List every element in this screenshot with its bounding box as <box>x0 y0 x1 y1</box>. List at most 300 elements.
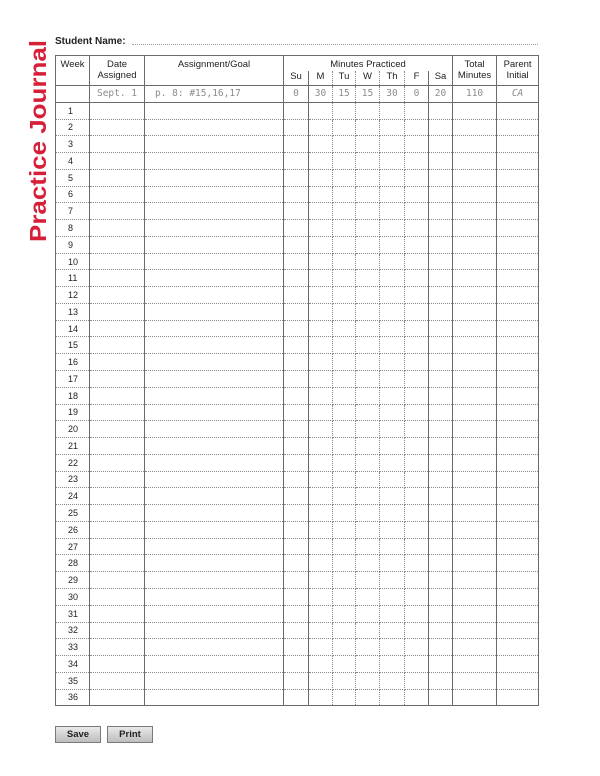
assignment-cell[interactable] <box>145 588 284 605</box>
minutes-monday-cell[interactable] <box>309 505 333 522</box>
parent-initial-cell[interactable] <box>497 438 539 455</box>
minutes-monday-cell[interactable] <box>309 588 333 605</box>
parent-initial-cell[interactable] <box>497 639 539 656</box>
minutes-friday-cell[interactable] <box>405 622 429 639</box>
minutes-tuesday-cell[interactable] <box>333 236 356 253</box>
date-cell[interactable] <box>90 186 145 203</box>
minutes-thursday-cell[interactable] <box>380 404 405 421</box>
assignment-cell[interactable] <box>145 337 284 354</box>
assignment-cell[interactable] <box>145 471 284 488</box>
date-cell[interactable] <box>90 572 145 589</box>
assignment-cell[interactable] <box>145 404 284 421</box>
minutes-friday-cell[interactable] <box>405 169 429 186</box>
minutes-monday-cell[interactable] <box>309 287 333 304</box>
date-cell[interactable] <box>90 588 145 605</box>
parent-initial-cell[interactable] <box>497 572 539 589</box>
minutes-friday-cell[interactable] <box>405 337 429 354</box>
parent-initial-cell[interactable] <box>497 521 539 538</box>
parent-initial-cell[interactable] <box>497 303 539 320</box>
minutes-friday-cell[interactable] <box>405 354 429 371</box>
minutes-tuesday-cell[interactable] <box>333 521 356 538</box>
minutes-thursday-cell[interactable] <box>380 471 405 488</box>
minutes-thursday-cell[interactable] <box>380 656 405 673</box>
minutes-sunday-cell[interactable] <box>284 438 309 455</box>
date-cell[interactable] <box>90 689 145 706</box>
minutes-monday-cell[interactable] <box>309 471 333 488</box>
minutes-friday-cell[interactable] <box>405 605 429 622</box>
minutes-friday-cell[interactable] <box>405 689 429 706</box>
minutes-monday-cell[interactable] <box>309 572 333 589</box>
total-minutes-cell[interactable] <box>453 303 497 320</box>
minutes-friday-cell[interactable] <box>405 588 429 605</box>
parent-initial-cell[interactable] <box>497 689 539 706</box>
minutes-friday-cell[interactable] <box>405 488 429 505</box>
parent-initial-cell[interactable] <box>497 505 539 522</box>
date-cell[interactable] <box>90 471 145 488</box>
total-minutes-cell[interactable] <box>453 270 497 287</box>
parent-initial-cell[interactable] <box>497 454 539 471</box>
date-cell[interactable] <box>90 555 145 572</box>
assignment-cell[interactable] <box>145 354 284 371</box>
minutes-tuesday-cell[interactable] <box>333 102 356 119</box>
minutes-thursday-cell[interactable] <box>380 387 405 404</box>
date-cell[interactable] <box>90 220 145 237</box>
minutes-friday-cell[interactable] <box>405 186 429 203</box>
assignment-cell[interactable] <box>145 287 284 304</box>
minutes-sunday-cell[interactable] <box>284 538 309 555</box>
minutes-wednesday-cell[interactable] <box>356 404 380 421</box>
minutes-monday-cell[interactable] <box>309 521 333 538</box>
total-minutes-cell[interactable] <box>453 438 497 455</box>
minutes-tuesday-cell[interactable] <box>333 505 356 522</box>
assignment-cell[interactable] <box>145 387 284 404</box>
minutes-saturday-cell[interactable] <box>429 186 453 203</box>
minutes-saturday-cell[interactable] <box>429 102 453 119</box>
minutes-wednesday-cell[interactable] <box>356 521 380 538</box>
minutes-saturday-cell[interactable] <box>429 538 453 555</box>
parent-initial-cell[interactable] <box>497 236 539 253</box>
minutes-sunday-cell[interactable] <box>284 672 309 689</box>
minutes-thursday-cell[interactable] <box>380 287 405 304</box>
assignment-cell[interactable] <box>145 102 284 119</box>
minutes-saturday-cell[interactable] <box>429 220 453 237</box>
minutes-tuesday-cell[interactable] <box>333 438 356 455</box>
parent-initial-cell[interactable] <box>497 186 539 203</box>
minutes-saturday-cell[interactable] <box>429 438 453 455</box>
minutes-wednesday-cell[interactable] <box>356 102 380 119</box>
assignment-cell[interactable] <box>145 572 284 589</box>
date-cell[interactable] <box>90 119 145 136</box>
date-cell[interactable] <box>90 337 145 354</box>
minutes-tuesday-cell[interactable] <box>333 471 356 488</box>
date-cell[interactable] <box>90 404 145 421</box>
assignment-cell[interactable] <box>145 622 284 639</box>
minutes-monday-cell[interactable] <box>309 186 333 203</box>
total-minutes-cell[interactable] <box>453 656 497 673</box>
minutes-saturday-cell[interactable] <box>429 153 453 170</box>
date-cell[interactable] <box>90 521 145 538</box>
minutes-monday-cell[interactable] <box>309 672 333 689</box>
minutes-tuesday-cell[interactable] <box>333 639 356 656</box>
total-minutes-cell[interactable] <box>453 220 497 237</box>
minutes-thursday-cell[interactable] <box>380 236 405 253</box>
total-minutes-cell[interactable] <box>453 588 497 605</box>
minutes-saturday-cell[interactable] <box>429 203 453 220</box>
minutes-wednesday-cell[interactable] <box>356 555 380 572</box>
minutes-saturday-cell[interactable] <box>429 421 453 438</box>
minutes-monday-cell[interactable] <box>309 253 333 270</box>
minutes-friday-cell[interactable] <box>405 102 429 119</box>
minutes-saturday-cell[interactable] <box>429 287 453 304</box>
minutes-friday-cell[interactable] <box>405 521 429 538</box>
minutes-monday-cell[interactable] <box>309 488 333 505</box>
minutes-monday-cell[interactable] <box>309 153 333 170</box>
minutes-tuesday-cell[interactable] <box>333 153 356 170</box>
minutes-saturday-cell[interactable] <box>429 136 453 153</box>
assignment-cell[interactable] <box>145 521 284 538</box>
minutes-wednesday-cell[interactable] <box>356 639 380 656</box>
minutes-thursday-cell[interactable] <box>380 270 405 287</box>
minutes-sunday-cell[interactable] <box>284 421 309 438</box>
minutes-thursday-cell[interactable] <box>380 639 405 656</box>
minutes-saturday-cell[interactable] <box>429 639 453 656</box>
parent-initial-cell[interactable] <box>497 538 539 555</box>
total-minutes-cell[interactable] <box>453 454 497 471</box>
minutes-friday-cell[interactable] <box>405 387 429 404</box>
minutes-monday-cell[interactable] <box>309 555 333 572</box>
assignment-cell[interactable] <box>145 672 284 689</box>
minutes-friday-cell[interactable] <box>405 236 429 253</box>
date-cell[interactable] <box>90 136 145 153</box>
parent-initial-cell[interactable] <box>497 119 539 136</box>
total-minutes-cell[interactable] <box>453 337 497 354</box>
date-cell[interactable] <box>90 622 145 639</box>
minutes-wednesday-cell[interactable] <box>356 119 380 136</box>
assignment-cell[interactable] <box>145 153 284 170</box>
minutes-tuesday-cell[interactable] <box>333 270 356 287</box>
minutes-thursday-cell[interactable] <box>380 102 405 119</box>
date-cell[interactable] <box>90 605 145 622</box>
minutes-friday-cell[interactable] <box>405 270 429 287</box>
minutes-monday-cell[interactable] <box>309 371 333 388</box>
minutes-sunday-cell[interactable] <box>284 320 309 337</box>
parent-initial-cell[interactable] <box>497 656 539 673</box>
date-cell[interactable] <box>90 387 145 404</box>
minutes-friday-cell[interactable] <box>405 421 429 438</box>
minutes-saturday-cell[interactable] <box>429 622 453 639</box>
minutes-thursday-cell[interactable] <box>380 438 405 455</box>
minutes-thursday-cell[interactable] <box>380 119 405 136</box>
date-cell[interactable] <box>90 153 145 170</box>
date-cell[interactable] <box>90 303 145 320</box>
assignment-cell[interactable] <box>145 454 284 471</box>
minutes-friday-cell[interactable] <box>405 253 429 270</box>
minutes-sunday-cell[interactable] <box>284 186 309 203</box>
minutes-saturday-cell[interactable] <box>429 521 453 538</box>
minutes-wednesday-cell[interactable] <box>356 538 380 555</box>
assignment-cell[interactable] <box>145 303 284 320</box>
minutes-sunday-cell[interactable] <box>284 169 309 186</box>
total-minutes-cell[interactable] <box>453 371 497 388</box>
total-minutes-cell[interactable] <box>453 203 497 220</box>
parent-initial-cell[interactable] <box>497 421 539 438</box>
date-cell[interactable] <box>90 454 145 471</box>
minutes-sunday-cell[interactable] <box>284 454 309 471</box>
minutes-saturday-cell[interactable] <box>429 404 453 421</box>
minutes-sunday-cell[interactable] <box>284 220 309 237</box>
minutes-wednesday-cell[interactable] <box>356 572 380 589</box>
minutes-friday-cell[interactable] <box>405 505 429 522</box>
date-cell[interactable] <box>90 505 145 522</box>
minutes-wednesday-cell[interactable] <box>356 488 380 505</box>
minutes-wednesday-cell[interactable] <box>356 303 380 320</box>
assignment-cell[interactable] <box>145 488 284 505</box>
total-minutes-cell[interactable] <box>453 153 497 170</box>
total-minutes-cell[interactable] <box>453 622 497 639</box>
assignment-cell[interactable] <box>145 136 284 153</box>
assignment-cell[interactable] <box>145 639 284 656</box>
minutes-tuesday-cell[interactable] <box>333 220 356 237</box>
minutes-wednesday-cell[interactable] <box>356 454 380 471</box>
assignment-cell[interactable] <box>145 186 284 203</box>
minutes-tuesday-cell[interactable] <box>333 287 356 304</box>
minutes-friday-cell[interactable] <box>405 471 429 488</box>
minutes-tuesday-cell[interactable] <box>333 672 356 689</box>
parent-initial-cell[interactable] <box>497 555 539 572</box>
date-cell[interactable] <box>90 488 145 505</box>
minutes-sunday-cell[interactable] <box>284 337 309 354</box>
minutes-saturday-cell[interactable] <box>429 454 453 471</box>
parent-initial-cell[interactable] <box>497 102 539 119</box>
minutes-monday-cell[interactable] <box>309 303 333 320</box>
date-cell[interactable] <box>90 371 145 388</box>
minutes-thursday-cell[interactable] <box>380 303 405 320</box>
minutes-monday-cell[interactable] <box>309 270 333 287</box>
total-minutes-cell[interactable] <box>453 253 497 270</box>
minutes-thursday-cell[interactable] <box>380 169 405 186</box>
parent-initial-cell[interactable] <box>497 203 539 220</box>
minutes-monday-cell[interactable] <box>309 622 333 639</box>
total-minutes-cell[interactable] <box>453 236 497 253</box>
minutes-sunday-cell[interactable] <box>284 253 309 270</box>
minutes-wednesday-cell[interactable] <box>356 438 380 455</box>
total-minutes-cell[interactable] <box>453 689 497 706</box>
minutes-tuesday-cell[interactable] <box>333 572 356 589</box>
minutes-tuesday-cell[interactable] <box>333 320 356 337</box>
minutes-friday-cell[interactable] <box>405 320 429 337</box>
date-cell[interactable] <box>90 538 145 555</box>
minutes-sunday-cell[interactable] <box>284 656 309 673</box>
date-cell[interactable] <box>90 203 145 220</box>
assignment-cell[interactable] <box>145 438 284 455</box>
total-minutes-cell[interactable] <box>453 672 497 689</box>
parent-initial-cell[interactable] <box>497 253 539 270</box>
minutes-wednesday-cell[interactable] <box>356 672 380 689</box>
date-cell[interactable] <box>90 672 145 689</box>
minutes-monday-cell[interactable] <box>309 220 333 237</box>
assignment-cell[interactable] <box>145 605 284 622</box>
minutes-wednesday-cell[interactable] <box>356 337 380 354</box>
minutes-saturday-cell[interactable] <box>429 337 453 354</box>
parent-initial-cell[interactable] <box>497 471 539 488</box>
parent-initial-cell[interactable] <box>497 588 539 605</box>
minutes-sunday-cell[interactable] <box>284 287 309 304</box>
total-minutes-cell[interactable] <box>453 639 497 656</box>
parent-initial-cell[interactable] <box>497 404 539 421</box>
minutes-wednesday-cell[interactable] <box>356 253 380 270</box>
minutes-friday-cell[interactable] <box>405 538 429 555</box>
minutes-friday-cell[interactable] <box>405 572 429 589</box>
minutes-sunday-cell[interactable] <box>284 639 309 656</box>
minutes-sunday-cell[interactable] <box>284 488 309 505</box>
minutes-tuesday-cell[interactable] <box>333 203 356 220</box>
parent-initial-cell[interactable] <box>497 622 539 639</box>
minutes-saturday-cell[interactable] <box>429 656 453 673</box>
minutes-tuesday-cell[interactable] <box>333 689 356 706</box>
date-cell[interactable] <box>90 320 145 337</box>
parent-initial-cell[interactable] <box>497 153 539 170</box>
minutes-thursday-cell[interactable] <box>380 622 405 639</box>
assignment-cell[interactable] <box>145 203 284 220</box>
minutes-thursday-cell[interactable] <box>380 454 405 471</box>
minutes-wednesday-cell[interactable] <box>356 220 380 237</box>
date-cell[interactable] <box>90 253 145 270</box>
minutes-wednesday-cell[interactable] <box>356 203 380 220</box>
minutes-saturday-cell[interactable] <box>429 488 453 505</box>
minutes-friday-cell[interactable] <box>405 454 429 471</box>
minutes-thursday-cell[interactable] <box>380 538 405 555</box>
minutes-sunday-cell[interactable] <box>284 102 309 119</box>
minutes-saturday-cell[interactable] <box>429 588 453 605</box>
assignment-cell[interactable] <box>145 320 284 337</box>
minutes-tuesday-cell[interactable] <box>333 169 356 186</box>
minutes-sunday-cell[interactable] <box>284 521 309 538</box>
minutes-sunday-cell[interactable] <box>284 572 309 589</box>
assignment-cell[interactable] <box>145 119 284 136</box>
minutes-thursday-cell[interactable] <box>380 136 405 153</box>
minutes-thursday-cell[interactable] <box>380 337 405 354</box>
minutes-thursday-cell[interactable] <box>380 605 405 622</box>
date-cell[interactable] <box>90 270 145 287</box>
minutes-friday-cell[interactable] <box>405 438 429 455</box>
minutes-friday-cell[interactable] <box>405 303 429 320</box>
minutes-sunday-cell[interactable] <box>284 270 309 287</box>
assignment-cell[interactable] <box>145 253 284 270</box>
assignment-cell[interactable] <box>145 236 284 253</box>
minutes-wednesday-cell[interactable] <box>356 605 380 622</box>
parent-initial-cell[interactable] <box>497 605 539 622</box>
assignment-cell[interactable] <box>145 270 284 287</box>
total-minutes-cell[interactable] <box>453 102 497 119</box>
minutes-sunday-cell[interactable] <box>284 119 309 136</box>
minutes-friday-cell[interactable] <box>405 639 429 656</box>
minutes-thursday-cell[interactable] <box>380 220 405 237</box>
minutes-monday-cell[interactable] <box>309 119 333 136</box>
minutes-sunday-cell[interactable] <box>284 236 309 253</box>
date-cell[interactable] <box>90 438 145 455</box>
minutes-saturday-cell[interactable] <box>429 303 453 320</box>
minutes-monday-cell[interactable] <box>309 656 333 673</box>
total-minutes-cell[interactable] <box>453 555 497 572</box>
minutes-tuesday-cell[interactable] <box>333 622 356 639</box>
minutes-tuesday-cell[interactable] <box>333 605 356 622</box>
minutes-thursday-cell[interactable] <box>380 521 405 538</box>
parent-initial-cell[interactable] <box>497 320 539 337</box>
minutes-friday-cell[interactable] <box>405 220 429 237</box>
minutes-wednesday-cell[interactable] <box>356 656 380 673</box>
minutes-tuesday-cell[interactable] <box>333 337 356 354</box>
minutes-sunday-cell[interactable] <box>284 689 309 706</box>
total-minutes-cell[interactable] <box>453 387 497 404</box>
minutes-sunday-cell[interactable] <box>284 605 309 622</box>
total-minutes-cell[interactable] <box>453 287 497 304</box>
parent-initial-cell[interactable] <box>497 220 539 237</box>
minutes-wednesday-cell[interactable] <box>356 505 380 522</box>
minutes-tuesday-cell[interactable] <box>333 454 356 471</box>
minutes-saturday-cell[interactable] <box>429 371 453 388</box>
minutes-sunday-cell[interactable] <box>284 555 309 572</box>
minutes-saturday-cell[interactable] <box>429 605 453 622</box>
minutes-friday-cell[interactable] <box>405 203 429 220</box>
parent-initial-cell[interactable] <box>497 387 539 404</box>
minutes-wednesday-cell[interactable] <box>356 689 380 706</box>
minutes-sunday-cell[interactable] <box>284 471 309 488</box>
minutes-wednesday-cell[interactable] <box>356 169 380 186</box>
minutes-wednesday-cell[interactable] <box>356 622 380 639</box>
minutes-wednesday-cell[interactable] <box>356 588 380 605</box>
minutes-tuesday-cell[interactable] <box>333 656 356 673</box>
minutes-tuesday-cell[interactable] <box>333 404 356 421</box>
minutes-sunday-cell[interactable] <box>284 622 309 639</box>
minutes-wednesday-cell[interactable] <box>356 471 380 488</box>
total-minutes-cell[interactable] <box>453 421 497 438</box>
minutes-tuesday-cell[interactable] <box>333 354 356 371</box>
print-button[interactable]: Print <box>107 726 153 743</box>
total-minutes-cell[interactable] <box>453 488 497 505</box>
total-minutes-cell[interactable] <box>453 471 497 488</box>
minutes-saturday-cell[interactable] <box>429 505 453 522</box>
minutes-friday-cell[interactable] <box>405 153 429 170</box>
minutes-tuesday-cell[interactable] <box>333 538 356 555</box>
parent-initial-cell[interactable] <box>497 287 539 304</box>
student-name-line[interactable] <box>132 44 538 45</box>
minutes-tuesday-cell[interactable] <box>333 488 356 505</box>
minutes-tuesday-cell[interactable] <box>333 119 356 136</box>
minutes-friday-cell[interactable] <box>405 672 429 689</box>
assignment-cell[interactable] <box>145 505 284 522</box>
total-minutes-cell[interactable] <box>453 169 497 186</box>
date-cell[interactable] <box>90 656 145 673</box>
total-minutes-cell[interactable] <box>453 572 497 589</box>
minutes-friday-cell[interactable] <box>405 119 429 136</box>
minutes-saturday-cell[interactable] <box>429 354 453 371</box>
minutes-saturday-cell[interactable] <box>429 236 453 253</box>
assignment-cell[interactable] <box>145 220 284 237</box>
minutes-thursday-cell[interactable] <box>380 421 405 438</box>
minutes-wednesday-cell[interactable] <box>356 153 380 170</box>
minutes-thursday-cell[interactable] <box>380 555 405 572</box>
minutes-thursday-cell[interactable] <box>380 371 405 388</box>
minutes-friday-cell[interactable] <box>405 555 429 572</box>
minutes-wednesday-cell[interactable] <box>356 354 380 371</box>
minutes-tuesday-cell[interactable] <box>333 555 356 572</box>
parent-initial-cell[interactable] <box>497 270 539 287</box>
minutes-monday-cell[interactable] <box>309 438 333 455</box>
date-cell[interactable] <box>90 102 145 119</box>
minutes-sunday-cell[interactable] <box>284 505 309 522</box>
minutes-tuesday-cell[interactable] <box>333 387 356 404</box>
minutes-thursday-cell[interactable] <box>380 153 405 170</box>
